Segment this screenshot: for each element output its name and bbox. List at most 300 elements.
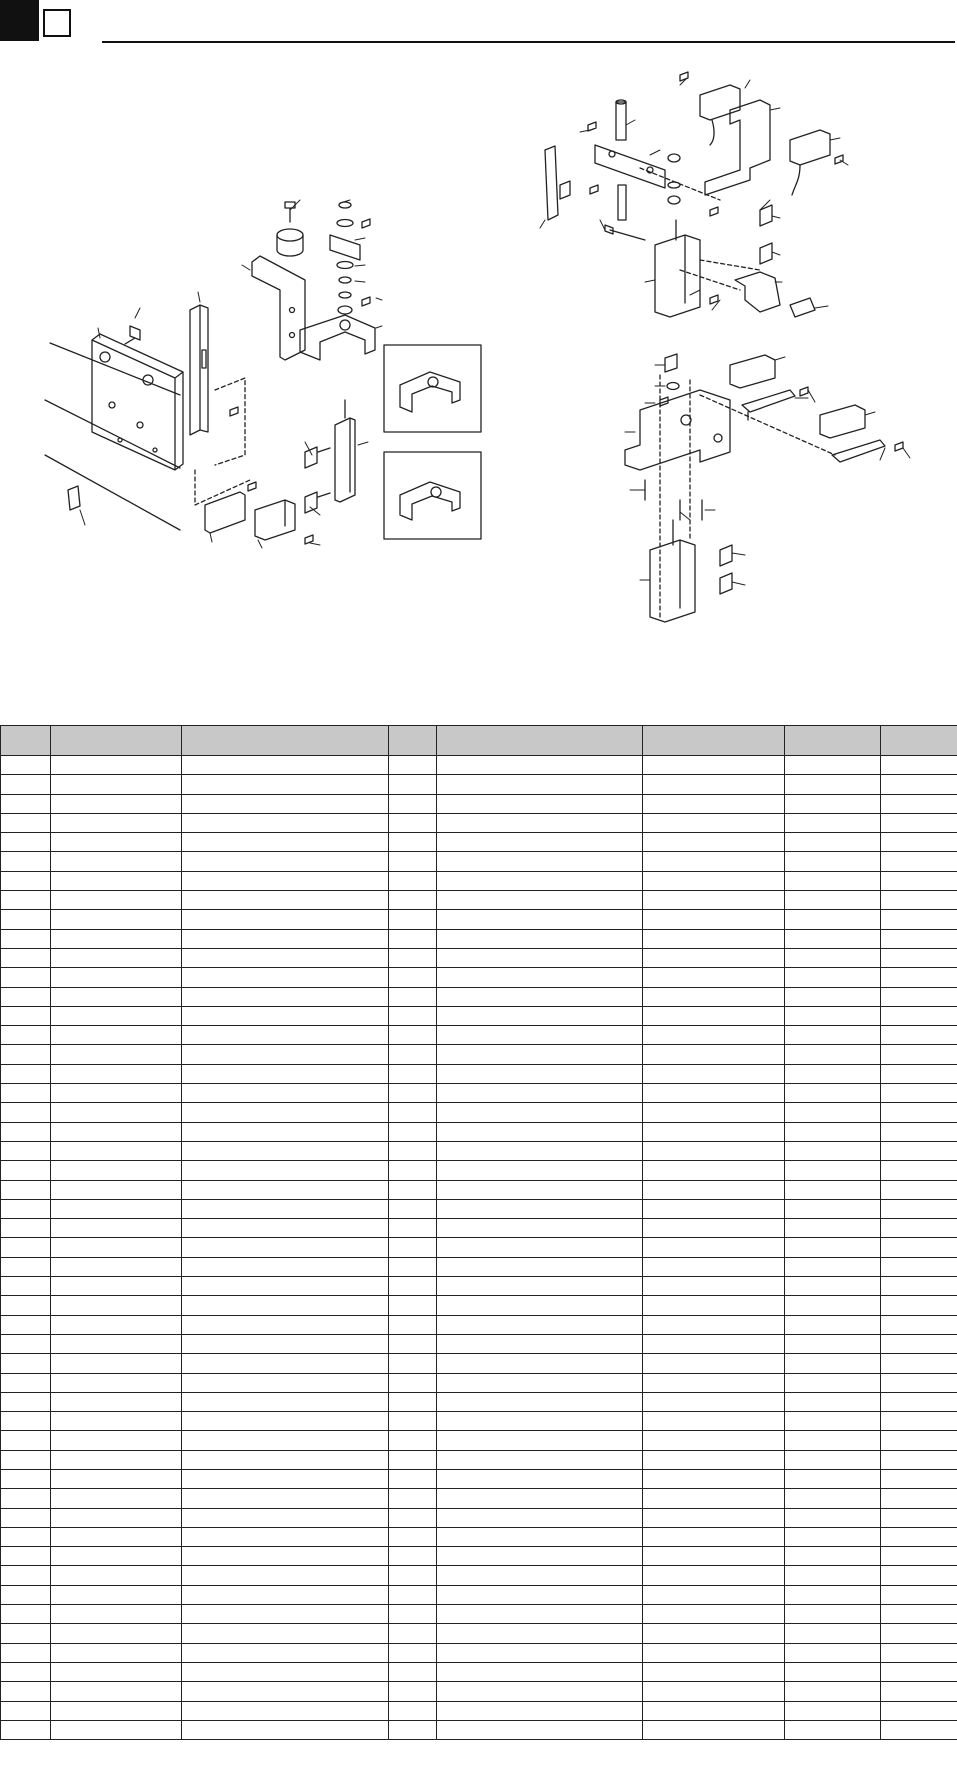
table-cell [437,775,643,794]
table-cell [881,1412,957,1431]
table-cell [182,1334,389,1353]
table-cell [437,1662,643,1681]
table-cell [1,1585,51,1604]
table-cell [437,1701,643,1720]
table-cell [881,1720,957,1739]
small-screw [895,442,903,451]
table-cell [785,1141,881,1160]
table-cell [643,1161,785,1180]
table-cell [643,871,785,890]
table-cell [881,1315,957,1334]
table-cell [643,1720,785,1739]
table-cell [389,1566,437,1585]
bracket-hole [290,308,295,313]
exploded-parts-diagram [0,60,957,710]
table-row [1,1199,957,1218]
table-cell [1,1701,51,1720]
table-cell [437,1585,643,1604]
table-cell [437,1489,643,1508]
table-cell [643,929,785,948]
table-cell [785,948,881,967]
table-cell [389,1045,437,1064]
table-cell [51,1547,182,1566]
table-row [1,1527,957,1546]
table-cell [643,1334,785,1353]
table-cell [182,1450,389,1469]
table-cell [643,1141,785,1160]
table-cell [881,1006,957,1025]
table-cell [881,1624,957,1643]
table-cell [182,1161,389,1180]
table-row [1,1064,957,1083]
table-cell [1,1547,51,1566]
table-cell [785,1566,881,1585]
table-row [1,775,957,794]
table-cell [389,1006,437,1025]
table-cell [51,794,182,813]
table-cell [51,1219,182,1238]
table-cell [1,929,51,948]
table-cell [1,968,51,987]
table-cell [643,1643,785,1662]
table-cell [643,1450,785,1469]
table-cell [1,1180,51,1199]
small-screw [680,72,688,81]
table-cell [437,1026,643,1045]
small-screw [588,122,596,131]
table-cell [643,1682,785,1701]
small-bracket [330,235,360,260]
table-cell [389,1662,437,1681]
left-base-assembly [45,200,481,548]
table-cell [785,1334,881,1353]
table-cell [643,1392,785,1411]
table-cell [643,1296,785,1315]
table-cell [1,1122,51,1141]
small-screw [800,387,808,396]
table-cell [1,1045,51,1064]
table-cell [1,1257,51,1276]
table-cell [1,1624,51,1643]
table-cell [881,1431,957,1450]
table-row [1,1662,957,1681]
washer [337,220,353,227]
plate-hole [100,352,110,362]
table-cell [182,891,389,910]
table-cell [1,1238,51,1257]
table-cell [1,1161,51,1180]
elbow-fitting [305,492,330,513]
table-cell [881,1257,957,1276]
table-cell [881,871,957,890]
table-cell [182,1469,389,1488]
table-cell [437,1682,643,1701]
table-cell [643,1624,785,1643]
table-cell [643,813,785,832]
table-cell [389,1585,437,1604]
cap-screw [125,326,140,344]
table-row [1,1624,957,1643]
strip-sensor [560,181,570,199]
table-cell [785,1547,881,1566]
table-cell [437,1141,643,1160]
elbow-fitting [305,447,330,468]
table-cell [182,968,389,987]
table-cell [881,1643,957,1662]
table-cell [182,1219,389,1238]
table-cell [182,833,389,852]
table-cell [881,852,957,871]
table-cell [51,1084,182,1103]
table-cell [389,1373,437,1392]
bent-bracket [705,100,770,195]
table-cell [182,948,389,967]
table-row [1,1720,957,1739]
table-cell [881,1489,957,1508]
table-cell [437,1064,643,1083]
table-cell [881,1585,957,1604]
small-plate [68,486,80,510]
table-cell [182,1315,389,1334]
nut [338,306,352,314]
sensor-block [255,500,295,540]
small-screw [362,297,370,306]
table-cell [785,1199,881,1218]
table-row [1,1006,957,1025]
table-cell [437,1161,643,1180]
table-cell [881,1103,957,1122]
small-screw [248,482,256,491]
table-cell [1,1373,51,1392]
table-cell [437,1257,643,1276]
table-cell [881,1219,957,1238]
table-row [1,1122,957,1141]
washer [337,262,353,269]
table-cell [182,1566,389,1585]
table-cell [785,1682,881,1701]
table-cell [643,1354,785,1373]
table-cell [785,1701,881,1720]
table-cell [785,852,881,871]
table-cell [437,1527,643,1546]
table-cell [182,1199,389,1218]
table-cell [51,1701,182,1720]
upper-right-assembly [540,72,848,317]
table-cell [437,891,643,910]
table-cell [437,929,643,948]
table-cell [437,1334,643,1353]
table-row [1,1701,957,1720]
table-cell [785,1431,881,1450]
table-cell [643,1412,785,1431]
table-cell [881,948,957,967]
table-row [1,813,957,832]
table-cell [785,1373,881,1392]
table-cell [389,1431,437,1450]
table-cell [389,833,437,852]
table-cell [881,1508,957,1527]
table-cell [1,1334,51,1353]
table-cell [51,1315,182,1334]
table-cell [437,948,643,967]
table-cell [881,1161,957,1180]
table-row [1,1045,957,1064]
table-row [1,852,957,871]
table-cell [643,833,785,852]
table-cell [51,1624,182,1643]
table-cell [51,1373,182,1392]
table-cell [785,1527,881,1546]
sensor-cable [710,120,714,145]
table-cell [182,1180,389,1199]
table-cell [785,871,881,890]
table-cell [51,1431,182,1450]
table-cell [881,1450,957,1469]
table-cell [389,891,437,910]
table-cell [51,987,182,1006]
table-cell [643,1006,785,1025]
bent-bracket-lower [735,272,780,312]
table-cell [389,929,437,948]
table-cell [1,1392,51,1411]
table-cell [51,1585,182,1604]
table-row [1,1296,957,1315]
table-cell [182,1238,389,1257]
table-cell [182,1527,389,1546]
table-cell [1,1605,51,1624]
table-cell [785,1643,881,1662]
table-cell [785,813,881,832]
table-cell [51,1199,182,1218]
table-cell [389,987,437,1006]
rubber-stop-top [277,229,303,241]
table-cell [785,1296,881,1315]
table-cell [643,1103,785,1122]
table-cell [437,1373,643,1392]
table-cell [51,1508,182,1527]
table-cell [643,1257,785,1276]
table-cell [643,1662,785,1681]
elbow-fitting [760,243,772,264]
table-cell [437,1199,643,1218]
table-cell [1,948,51,967]
table-cell [785,1084,881,1103]
table-cell [389,1624,437,1643]
table-row [1,1257,957,1276]
table-cell [389,775,437,794]
table-cell [182,1045,389,1064]
table-cell [643,1180,785,1199]
table-cell [389,1122,437,1141]
table-cell [1,1431,51,1450]
table-cell [182,1026,389,1045]
table-cell [437,1431,643,1450]
table-cell [51,1412,182,1431]
table-row [1,756,957,775]
table-cell [785,968,881,987]
detail-box-2-part [400,482,460,520]
washer [339,277,351,283]
table-cell [389,1064,437,1083]
table-cell [389,1026,437,1045]
table-cell [437,1412,643,1431]
table-cell [51,1334,182,1353]
section-tab-marker [0,0,39,41]
table-cell [182,1662,389,1681]
table-cell [389,1257,437,1276]
table-cell [881,1180,957,1199]
table-cell [437,1296,643,1315]
table-cell [51,1045,182,1064]
table-cell [389,1238,437,1257]
table-cell [389,1701,437,1720]
table-cell [1,1662,51,1681]
table-cell [1,775,51,794]
table-cell [881,910,957,929]
table-cell [437,1277,643,1296]
table-cell [643,1084,785,1103]
table-cell [1,1064,51,1083]
leader-lines [625,357,910,585]
table-cell [51,871,182,890]
table-body [1,756,957,1740]
table-cell [785,1489,881,1508]
detail-box-1 [384,345,481,432]
table-cell [389,756,437,775]
table-cell [643,1277,785,1296]
table-cell [785,1469,881,1488]
table-cell [51,1605,182,1624]
detail-box-2-hole [431,487,441,497]
table-cell [182,1682,389,1701]
table-cell [389,1682,437,1701]
table-cell [182,1585,389,1604]
flat-plate [790,298,815,317]
threaded-stud [618,185,626,220]
table-cell [437,1566,643,1585]
table-cell [51,1180,182,1199]
nut [667,383,679,390]
small-screw [835,155,843,164]
table-cell [1,891,51,910]
table-cell [1,1277,51,1296]
table-cell [51,1257,182,1276]
table-cell [437,1469,643,1488]
table-row [1,929,957,948]
table-cell [881,1662,957,1681]
nut [668,196,680,204]
table-cell [1,1315,51,1334]
table-cell [1,1103,51,1122]
table-cell [51,1720,182,1739]
table-cell [51,1238,182,1257]
table-cell [643,852,785,871]
table-cell [51,852,182,871]
table-cell [389,852,437,871]
table-row [1,1141,957,1160]
table-cell [182,1624,389,1643]
table-cell [437,756,643,775]
table-cell [785,775,881,794]
table-row [1,1392,957,1411]
table-cell [881,756,957,775]
table-cell [51,1141,182,1160]
table-cell [643,1315,785,1334]
table-cell [389,1392,437,1411]
table-cell [182,1643,389,1662]
elbow-fitting [720,545,732,566]
table-cell [785,1605,881,1624]
table-cell [785,1277,881,1296]
table-cell [881,1238,957,1257]
table-cell [881,1527,957,1546]
small-screw [710,207,718,216]
table-cell [51,1277,182,1296]
table-cell [389,1084,437,1103]
table-cell [182,1064,389,1083]
table-cell [1,852,51,871]
table-cell [785,1508,881,1527]
air-cylinder [335,418,355,502]
table-cell [643,891,785,910]
table-cell [1,833,51,852]
table-cell [182,1141,389,1160]
column-header [51,726,182,756]
table-cell [1,1469,51,1488]
base-plate [92,334,183,470]
table-row [1,910,957,929]
table-cell [785,1122,881,1141]
table-cell [182,775,389,794]
table-cell [182,852,389,871]
table-row [1,794,957,813]
small-screw [230,407,238,416]
table-row [1,1373,957,1392]
table-cell [389,871,437,890]
table-cell [1,1141,51,1160]
table-cell [785,1662,881,1681]
table-cell [785,1354,881,1373]
table-cell [389,1180,437,1199]
column-header [182,726,389,756]
table-cell [389,1547,437,1566]
table-cell [785,910,881,929]
table-cell [51,1392,182,1411]
table-cell [182,1412,389,1431]
long-bolt [605,225,645,240]
table-cell [785,1412,881,1431]
plate-hole [609,151,615,157]
table-cell [881,1045,957,1064]
table-cell [785,1064,881,1083]
table-cell [881,1122,957,1141]
sensor-block [820,405,865,438]
table-cell [437,1084,643,1103]
table-cell [881,794,957,813]
table-cell [881,1026,957,1045]
table-cell [1,1026,51,1045]
table-cell [785,1219,881,1238]
table-cell [785,1238,881,1257]
table-cell [881,929,957,948]
table-cell [437,1219,643,1238]
table-cell [643,1064,785,1083]
table-cell [1,794,51,813]
table-cell [389,1141,437,1160]
table-cell [51,1354,182,1373]
table-cell [182,1277,389,1296]
table-cell [437,871,643,890]
